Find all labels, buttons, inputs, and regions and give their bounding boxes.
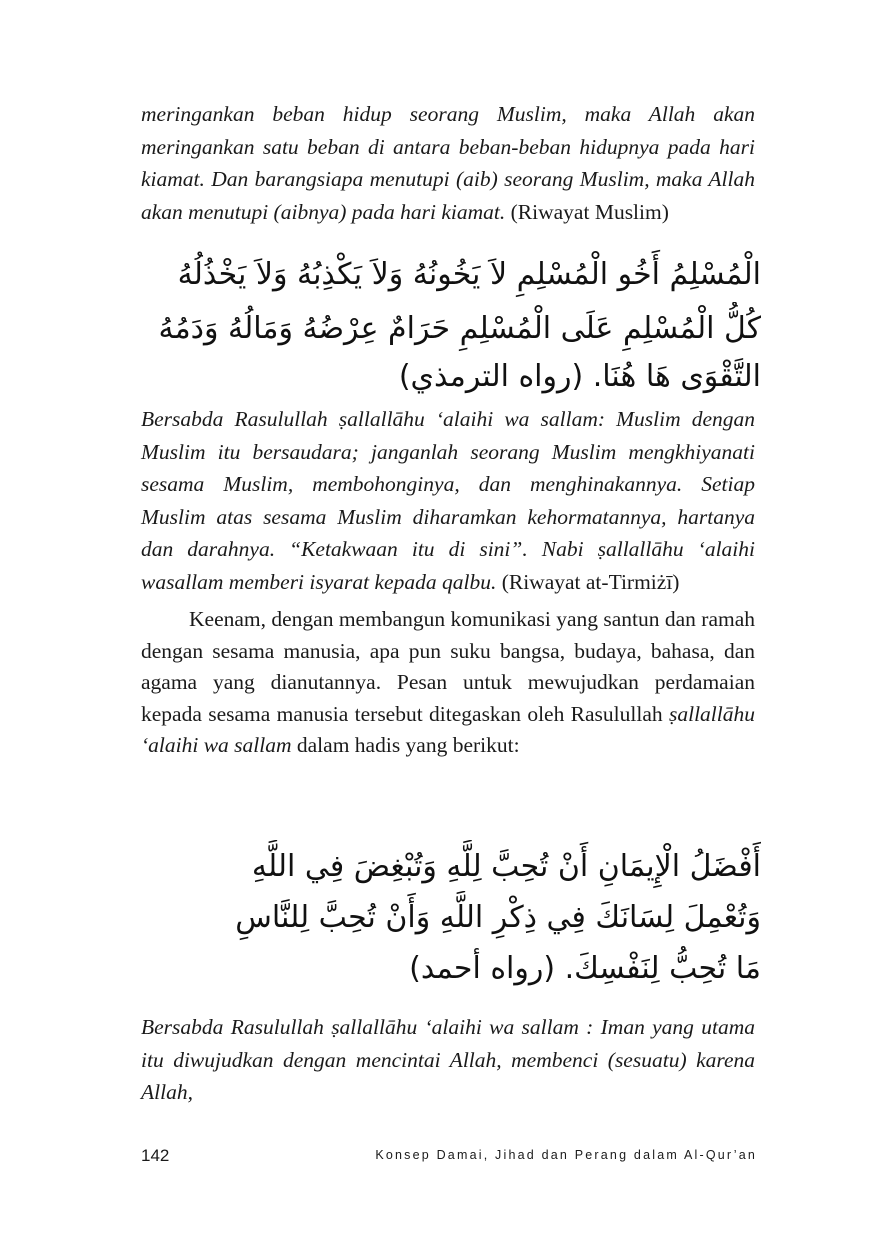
arabic-hadith-2-line-3: مَا تُحِبُّ لِنَفْسِكَ. (رواه أحمد) (409, 951, 761, 986)
translation-text: Bersabda Rasulullah ṣallallāhu ‘alaihi wa sallam : Iman yang utama itu diwujudkan dengan mencintai Allah, membenci (sesuatu) karena Allah, (141, 1015, 755, 1104)
hadith-source: (Riwayat at-Tirmiżī) (496, 569, 680, 594)
hadith-source: (Riwayat Muslim) (505, 199, 669, 224)
translation-italic: meringankan beban hidup seorang Muslim, maka Allah akan meringankan satu beban di antara beban-beban hidupnya pada hari kiamat. Dan barangsiapa menutupi (aib) seorang Muslim, maka Allah akan menutupi (aibnya) pada hari kiamat. (141, 102, 755, 224)
page-number: 142 (141, 1146, 170, 1165)
body-text-after: dalam hadis yang berikut: (291, 733, 520, 757)
running-book-title: Konsep Damai, Jihad dan Perang dalam Al-Qur’an (375, 1148, 757, 1162)
arabic-hadith-2-line-2: وَتُعْمِلَ لِسَانَكَ فِي ذِكْرِ اللَّهِ وَأَنْ تُحِبَّ لِلنَّاسِ (235, 900, 761, 935)
body-text-italic: ṣallallāhu ‘alaihi wa sallam (141, 701, 755, 757)
translation-text (141, 403, 755, 598)
arabic-hadith-2-line-1: أَفْضَلُ الْإِيمَانِ أَنْ تُحِبَّ لِلَّهِ وَتُبْغِضَ فِي اللَّهِ (251, 849, 761, 884)
body-text (141, 604, 755, 762)
arabic-hadith-1-line-2: كُلُّ الْمُسْلِمِ عَلَى الْمُسْلِمِ حَرَامٌ عِرْضُهُ وَمَالُهُ وَدَمُهُ (158, 311, 761, 346)
body-text-before: Keenam, dengan membangun komunikasi yang santun dan ramah dengan sesama manusia, apa pun suku bangsa, budaya, bahasa, dan agama yang dianutannya. Pesan untuk mewujudkan perdamaian kepada sesama manusia tersebut ditegaskan oleh Rasulullah (141, 607, 756, 726)
arabic-hadith-1-line-3: التَّقْوَى هَا هُنَا. (رواه الترمذي) (398, 359, 761, 394)
arabic-hadith-1-line-1: الْمُسْلِمُ أَخُو الْمُسْلِمِ لاَ يَخُونُهُ وَلاَ يَكْذِبُهُ وَلاَ يَخْذُلُهُ (177, 257, 761, 292)
hadith-translation-continued (141, 98, 755, 228)
body-paragraph (141, 604, 755, 762)
page-footer (141, 1146, 757, 1172)
translation-italic: Bersabda Rasulullah ṣallallāhu ‘alaihi wa sallam: Muslim dengan Muslim itu bersaudara; janganlah seorang Muslim mengkhiyanati sesama Muslim, membohonginya, dan menghinakannya. Setiap Muslim atas sesama Muslim diharamkan kehormatannya, hartanya dan darahnya. “Ketakwaan itu di sini”. Nabi ṣallallāhu ‘alaihi wasallam memberi isyarat kepada qalbu. (141, 407, 755, 594)
hadith-translation-2 (141, 1011, 755, 1109)
translation-text (141, 98, 755, 228)
hadith-translation-1 (141, 403, 755, 598)
